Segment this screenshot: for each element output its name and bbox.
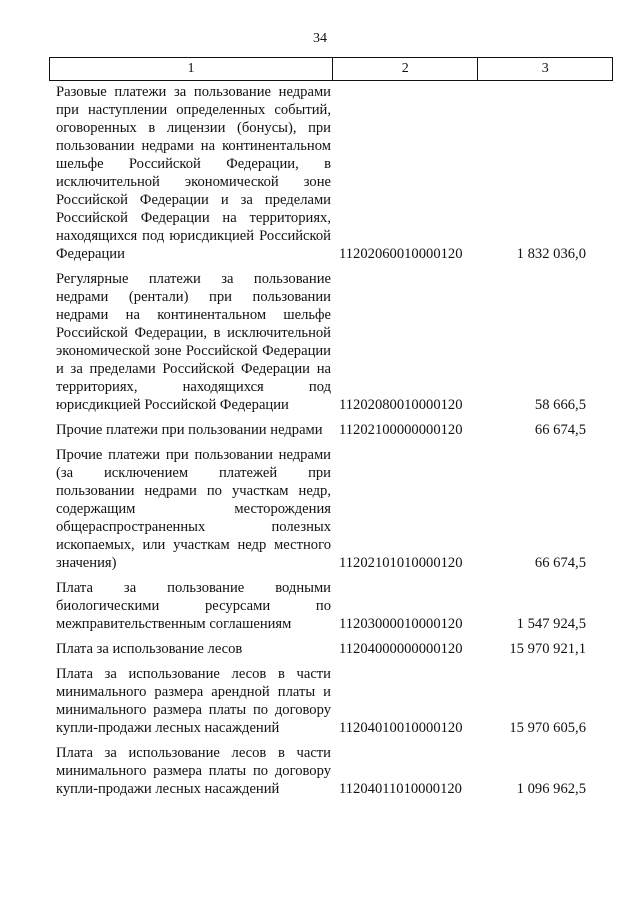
- row-code: 11202060010000120: [339, 246, 463, 262]
- row-description: Плата за пользование водными биологическими ресурсами по межправительственным соглашениям: [56, 580, 331, 632]
- row-description: Разовые платежи за пользование недрами при наступлении определенных событий, оговоренных в лицензии (бонусы), при пользовании недрами на континентальном шельфе Российской Федерации, в исключительной экономической зоне Российской Федерации и за пределами Российской Федерации на территориях, находящихся под юрисдикцией Российской Федерации: [56, 84, 331, 262]
- row-code: 11204000000000120: [339, 641, 463, 657]
- row-description: Плата за использование лесов: [56, 641, 243, 657]
- row-amount: 58 666,5: [534, 397, 586, 413]
- row-amount: 1 832 036,0: [516, 246, 586, 262]
- table-row: [56, 744, 586, 798]
- table-body: [56, 83, 586, 805]
- table-row: [56, 640, 586, 658]
- table-header: [49, 57, 613, 81]
- row-amount: 15 970 605,6: [509, 720, 586, 736]
- table-row: [56, 665, 586, 737]
- row-code: 11204011010000120: [339, 781, 462, 797]
- row-code: 11202101010000120: [339, 555, 463, 571]
- row-amount: 15 970 921,1: [509, 641, 586, 657]
- row-description: Регулярные платежи за пользование недрами (рентали) при пользовании недрами на континентальном шельфе Российской Федерации, в исключительной экономической зоне Российской Федерации и за пределами Российской Федерации на территориях, находящихся под юрисдикцией Российской Федерации: [56, 271, 331, 413]
- table-row: [56, 270, 586, 414]
- row-code: 11202100000000120: [339, 422, 463, 438]
- row-amount: 1 096 962,5: [516, 781, 586, 797]
- row-description: Плата за использование лесов в части минимального размера платы по договору купли-продажи лесных насаждений: [56, 745, 331, 797]
- row-code: 11204010010000120: [339, 720, 463, 736]
- table-row: [56, 579, 586, 633]
- row-amount: 66 674,5: [534, 555, 586, 571]
- row-code: 11203000010000120: [339, 616, 463, 632]
- header-col-1: 1: [49, 58, 332, 80]
- row-description: Плата за использование лесов в части минимального размера арендной платы и минимального размера платы по договору купли-продажи лесных насаждений: [56, 666, 331, 736]
- row-description: Прочие платежи при пользовании недрами (за исключением платежей при пользовании недрами по участкам недр, содержащим месторождения общераспространенных полезных ископаемых, или участкам недр местного значения): [56, 447, 331, 571]
- header-col-3: 3: [477, 58, 613, 80]
- page-number: 34: [313, 31, 327, 46]
- row-description: Прочие платежи при пользовании недрами: [56, 422, 323, 438]
- header-col-2: 2: [332, 58, 477, 80]
- row-amount: 66 674,5: [534, 422, 586, 438]
- table-row: [56, 421, 586, 439]
- table-row: [56, 446, 586, 572]
- row-amount: 1 547 924,5: [516, 616, 586, 632]
- table-row: [56, 83, 586, 263]
- row-code: 11202080010000120: [339, 397, 463, 413]
